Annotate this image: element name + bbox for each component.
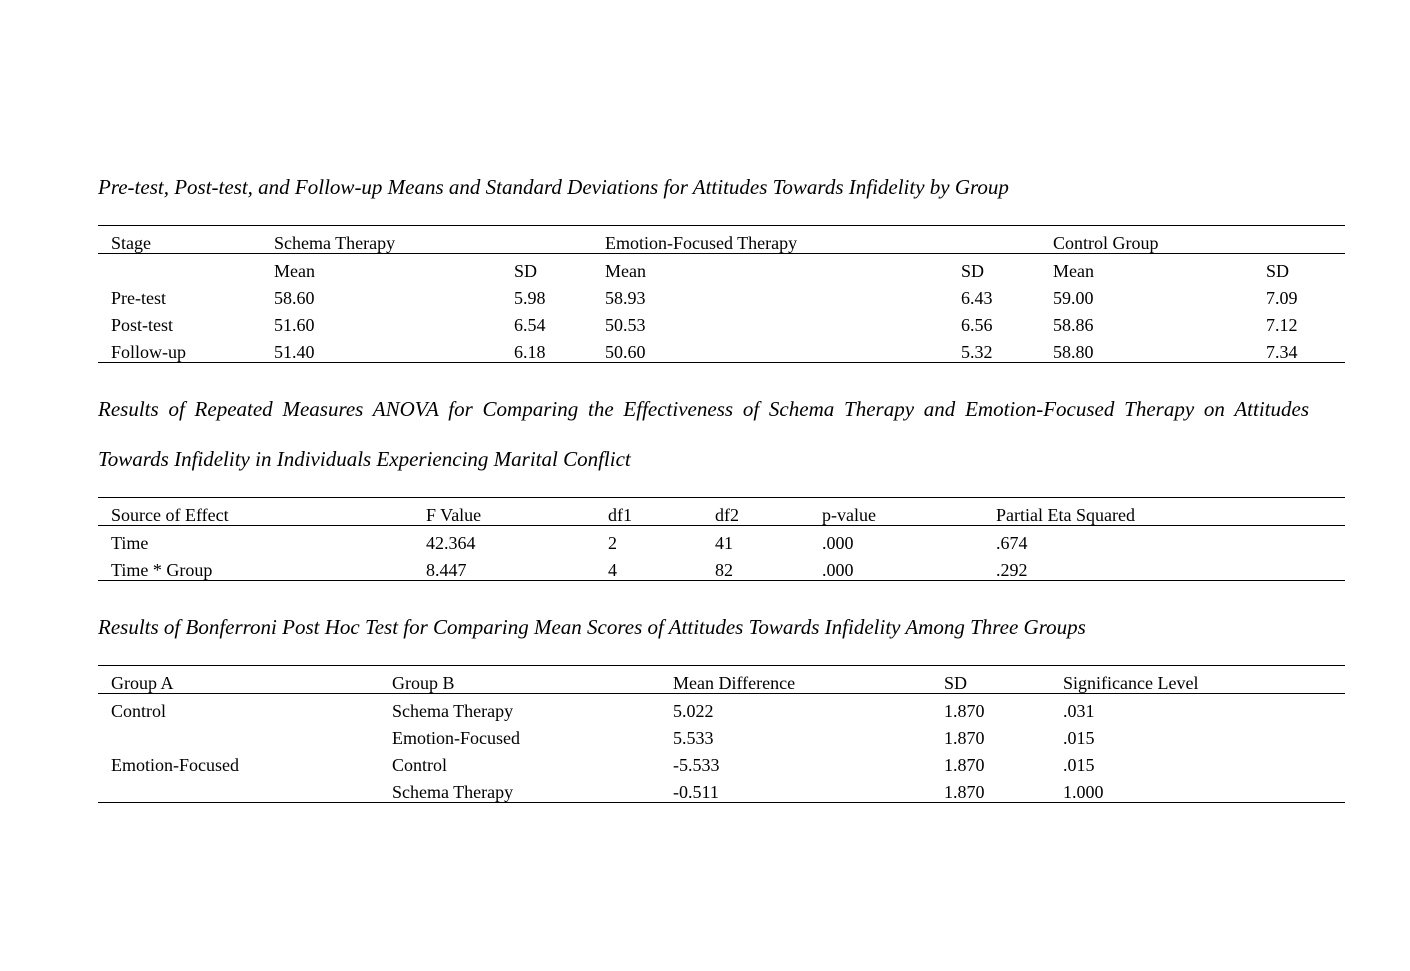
table3-cell: .031 <box>1063 701 1095 721</box>
table2-cell: .674 <box>996 533 1028 553</box>
table2-cell: 42.364 <box>426 533 476 553</box>
table1-cell: 7.09 <box>1266 288 1298 308</box>
table3-header-group-a: Group A <box>111 673 174 693</box>
table3-cell: 5.022 <box>673 701 714 721</box>
table1-cell: 58.80 <box>1053 342 1094 362</box>
table3-cell: Control <box>392 755 448 775</box>
table3-cell: Emotion-Focused <box>392 728 520 748</box>
table3-header-mean-difference: Mean Difference <box>673 673 796 693</box>
table1-cell-stage: Post-test <box>111 315 174 335</box>
table2-cell: 8.447 <box>426 560 467 580</box>
table1-cell: 5.98 <box>514 288 546 308</box>
table2-cell: Time * Group <box>111 560 213 580</box>
table3-cell: 1.870 <box>944 755 985 775</box>
table1-cell: 6.43 <box>961 288 993 308</box>
table3-cell: 1.870 <box>944 701 985 721</box>
table1-cell: 58.60 <box>274 288 315 308</box>
table1-title: Pre-test, Post-test, and Follow-up Means and Standard Deviations for Attitudes Towards Infidelity by Group <box>98 175 1009 199</box>
table1-cell: 50.53 <box>605 315 646 335</box>
table2-cell: .000 <box>822 560 854 580</box>
table3-cell: Schema Therapy <box>392 782 514 802</box>
table2-cell: .292 <box>996 560 1028 580</box>
table1-cell: 51.60 <box>274 315 315 335</box>
table2-title-line2: Towards Infidelity in Individuals Experiencing Marital Conflict <box>98 447 631 471</box>
table1-cell: 58.93 <box>605 288 646 308</box>
table1-subheader-sd: SD <box>1266 261 1290 281</box>
table1-subheader-mean: Mean <box>605 261 646 281</box>
table3-header-sd: SD <box>944 673 968 693</box>
table1-subheader-mean: Mean <box>1053 261 1094 281</box>
table3-header-significance: Significance Level <box>1063 673 1199 693</box>
table2-header-df2: df2 <box>715 505 739 525</box>
table2-cell: Time <box>111 533 149 553</box>
table3-cell: .015 <box>1063 755 1095 775</box>
table3-cell: Control <box>111 701 167 721</box>
table2-title-line1: Results of Repeated Measures ANOVA for Comparing the Effectiveness of Schema Therapy and Emotion-Focused Therapy on Attitudes <box>98 397 1309 421</box>
table1-cell: 6.18 <box>514 342 546 362</box>
table3-cell: -5.533 <box>673 755 720 775</box>
table1-cell-stage: Pre-test <box>111 288 166 308</box>
table3-cell: 5.533 <box>673 728 714 748</box>
table1-cell: 7.34 <box>1266 342 1298 362</box>
table1-cell: 7.12 <box>1266 315 1298 335</box>
table2-header-p-value: p-value <box>822 505 876 525</box>
table3-bottom-rule <box>98 802 1345 803</box>
table1-subheader-sd: SD <box>961 261 985 281</box>
table1-cell: 59.00 <box>1053 288 1094 308</box>
table1-top-rule <box>98 225 1345 226</box>
table1-cell: 58.86 <box>1053 315 1094 335</box>
table1-cell: 6.54 <box>514 315 546 335</box>
table3-top-rule <box>98 665 1345 666</box>
table2-header-rule <box>98 525 1345 526</box>
table2-cell: 2 <box>608 533 617 553</box>
table1-cell: 51.40 <box>274 342 315 362</box>
table1-cell: 6.56 <box>961 315 993 335</box>
table2-cell: .000 <box>822 533 854 553</box>
table2-cell: 82 <box>715 560 733 580</box>
table3-header-group-b: Group B <box>392 673 455 693</box>
table1-bottom-rule <box>98 362 1345 363</box>
table3-cell: 1.000 <box>1063 782 1104 802</box>
table2-cell: 4 <box>608 560 617 580</box>
table1-header-schema-therapy: Schema Therapy <box>274 233 396 253</box>
table1-header-emotion-focused: Emotion-Focused Therapy <box>605 233 798 253</box>
table3-header-rule <box>98 693 1345 694</box>
table3-cell: -0.511 <box>673 782 719 802</box>
table2-header-source: Source of Effect <box>111 505 229 525</box>
table2-top-rule <box>98 497 1345 498</box>
table1-cell: 50.60 <box>605 342 646 362</box>
table1-subheader-sd: SD <box>514 261 538 281</box>
table1-header-rule <box>98 253 1345 254</box>
table2-bottom-rule <box>98 580 1345 581</box>
table2-header-partial-eta: Partial Eta Squared <box>996 505 1135 525</box>
table1-subheader-mean: Mean <box>274 261 315 281</box>
table3-cell: 1.870 <box>944 728 985 748</box>
table1-header-control-group: Control Group <box>1053 233 1159 253</box>
table1-header-stage: Stage <box>111 233 151 253</box>
table3-title: Results of Bonferroni Post Hoc Test for Comparing Mean Scores of Attitudes Towards Infidelity Among Three Groups <box>98 615 1086 639</box>
table3-cell: 1.870 <box>944 782 985 802</box>
table1-cell: 5.32 <box>961 342 993 362</box>
table2-header-f-value: F Value <box>426 505 482 525</box>
table1-cell-stage: Follow-up <box>111 342 187 362</box>
table2-header-df1: df1 <box>608 505 632 525</box>
table3-cell: .015 <box>1063 728 1095 748</box>
table3-cell: Emotion-Focused <box>111 755 239 775</box>
table2-cell: 41 <box>715 533 733 553</box>
table3-cell: Schema Therapy <box>392 701 514 721</box>
